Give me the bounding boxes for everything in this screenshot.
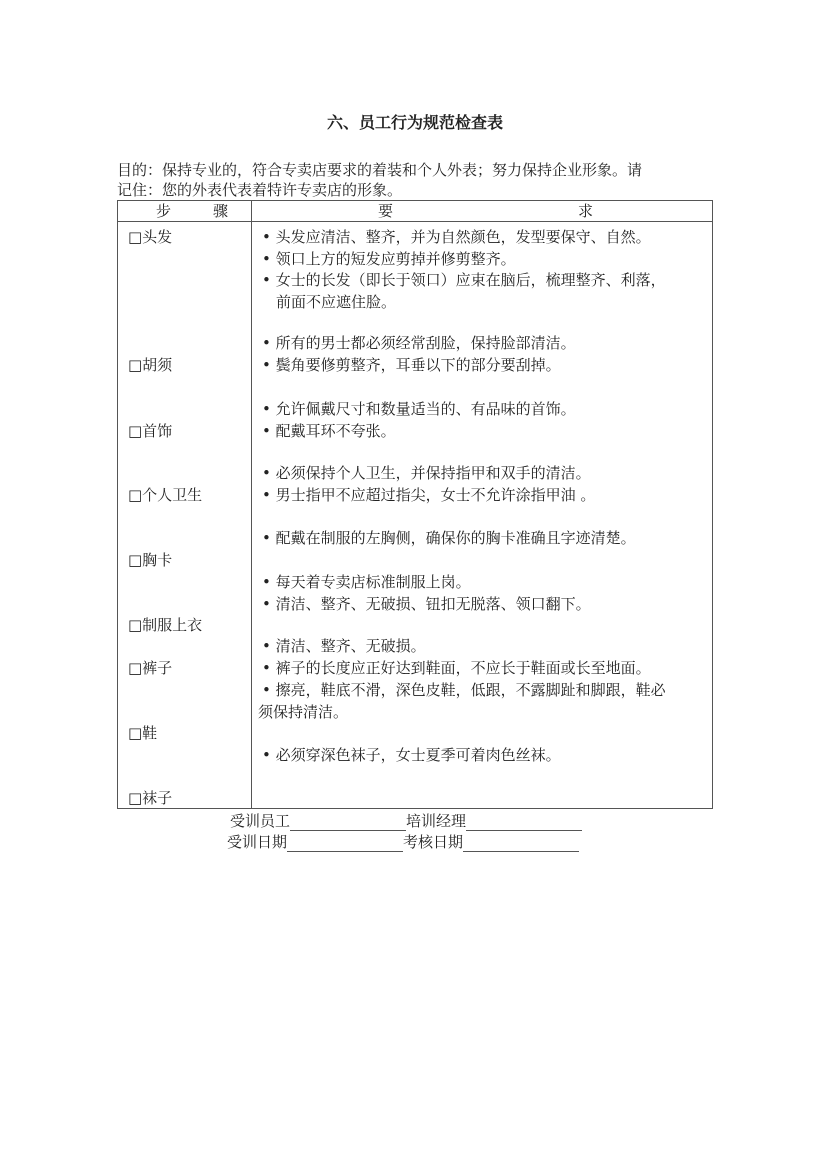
step-checkbox-beard[interactable]: □胡须: [128, 356, 173, 374]
manager-label: 培训经理: [406, 812, 467, 830]
header-requirement: 要: [378, 202, 394, 220]
checklist-table: [117, 200, 713, 809]
header-divider: [118, 221, 712, 222]
requirement-line: • 领口上方的短发应剪掉并修剪整齐。: [262, 250, 516, 268]
requirement-line: • 配戴耳环不夸张。: [262, 422, 396, 440]
step-checkbox-badge[interactable]: □胸卡: [128, 551, 173, 569]
requirement-line: • 允许佩戴尺寸和数量适当的、有品味的首饰。: [262, 400, 576, 418]
train-date-label: 受训日期: [227, 833, 288, 851]
manager-field[interactable]: [466, 816, 582, 831]
page-title: 六、员工行为规范检查表: [326, 113, 503, 132]
requirement-line: • 男士指甲不应超过指尖，女士不允许涂指甲油 。: [262, 486, 596, 504]
header-step: 骤: [213, 202, 229, 220]
step-checkbox-socks[interactable]: □袜子: [128, 789, 173, 807]
step-checkbox-hygiene[interactable]: □个人卫生: [128, 486, 203, 504]
requirement-line: • 头发应清洁、整齐，并为自然颜色，发型要保守、自然。: [262, 228, 651, 246]
requirement-line: 须保持清洁。: [258, 703, 349, 721]
header-step: 步: [156, 202, 172, 220]
trainee-field[interactable]: [290, 816, 406, 831]
header-requirement: 求: [578, 202, 594, 220]
trainee-label: 受训员工: [230, 812, 291, 830]
requirement-line: • 鬓角要修剪整齐，耳垂以下的部分要刮掉。: [262, 356, 561, 374]
requirement-line: • 必须穿深色袜子，女士夏季可着肉色丝袜。: [262, 746, 561, 764]
step-checkbox-trousers[interactable]: □裤子: [128, 659, 173, 677]
requirement-line: • 必须保持个人卫生，并保持指甲和双手的清洁。: [262, 464, 591, 482]
requirement-line: • 擦亮，鞋底不滑，深色皮鞋，低跟，不露脚趾和脚跟，鞋必: [262, 681, 666, 699]
requirement-line: 前面不应遮住脸。: [276, 293, 397, 311]
column-divider: [251, 201, 252, 808]
requirement-line: • 裤子的长度应正好达到鞋面，不应长于鞋面或长至地面。: [262, 659, 651, 677]
intro-line: 记住：您的外表代表着特许专卖店的形象。: [117, 181, 403, 199]
requirement-line: • 女士的长发（即长于领口）应束在脑后，梳理整齐、利落，: [262, 271, 666, 289]
signature-row: [230, 811, 582, 831]
step-checkbox-hair[interactable]: □头发: [128, 228, 173, 246]
date-row: [227, 832, 579, 852]
train-date-field[interactable]: [287, 837, 403, 852]
requirement-line: • 每天着专卖店标准制服上岗。: [262, 573, 471, 591]
review-date-label: 考核日期: [403, 833, 464, 851]
requirement-line: • 配戴在制服的左胸侧，确保你的胸卡准确且字迹清楚。: [262, 529, 636, 547]
requirement-line: • 所有的男士都必须经常刮脸，保持脸部清洁。: [262, 334, 576, 352]
requirement-line: • 清洁、整齐、无破损。: [262, 637, 426, 655]
review-date-field[interactable]: [463, 837, 579, 852]
step-checkbox-jewelry[interactable]: □首饰: [128, 422, 173, 440]
step-checkbox-uniform[interactable]: □制服上衣: [128, 616, 203, 634]
intro-line: 目的：保持专业的，符合专卖店要求的着装和个人外表；努力保持企业形象。请: [117, 161, 643, 179]
step-checkbox-shoes[interactable]: □鞋: [128, 724, 158, 742]
requirement-line: • 清洁、整齐、无破损、钮扣无脱落、领口翻下。: [262, 595, 591, 613]
